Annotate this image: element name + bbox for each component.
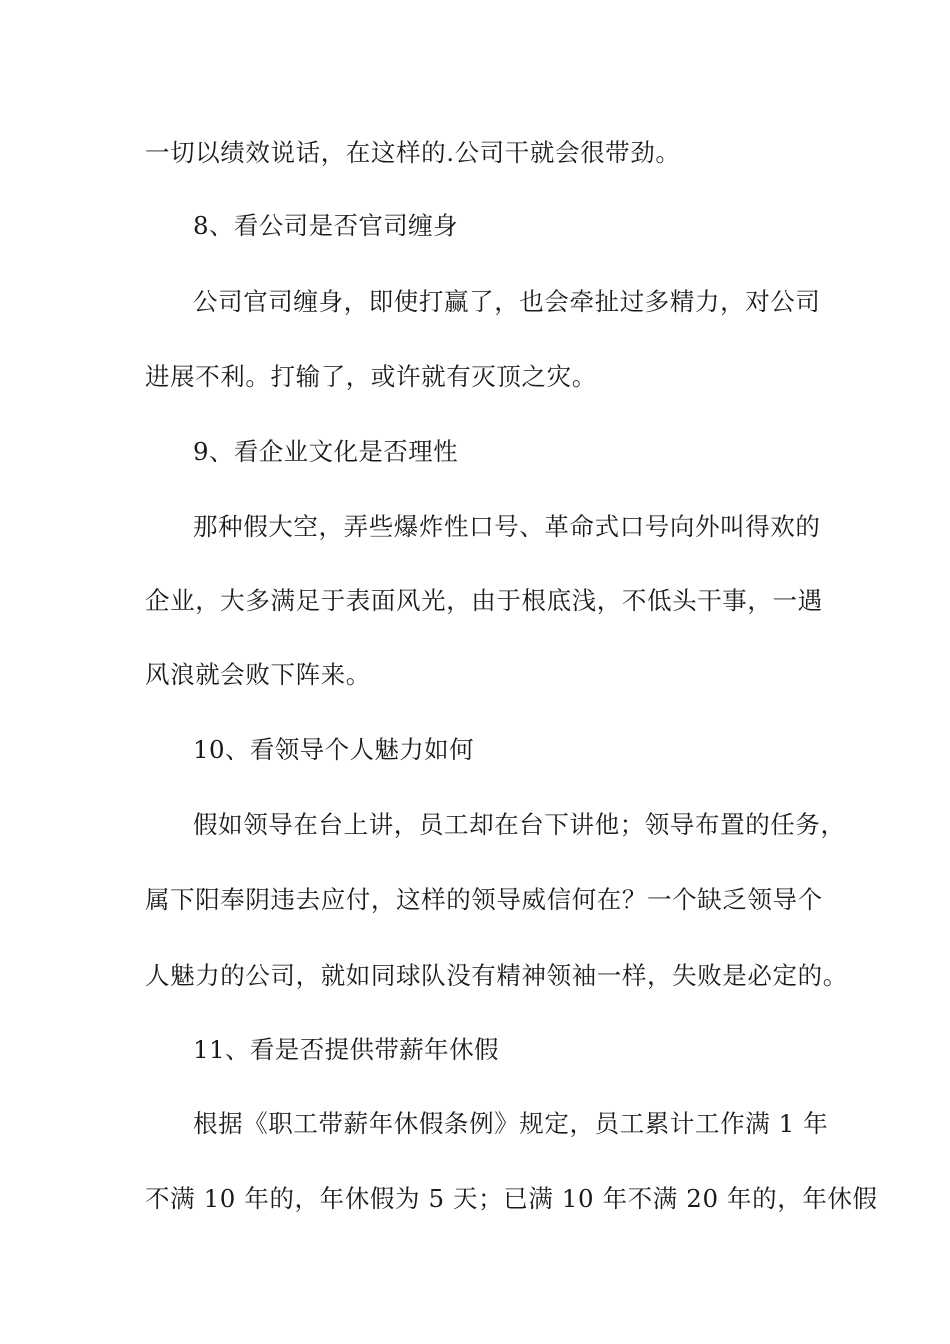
paragraph-line: 风浪就会败下阵来。 bbox=[145, 660, 371, 689]
paragraph-line: 根据《职工带薪年休假条例》规定，员工累计工作满 1 年 bbox=[193, 1109, 829, 1138]
paragraph-line: 人魅力的公司，就如同球队没有精神领袖一样，失败是必定的。 bbox=[145, 961, 848, 990]
paragraph-line: 进展不利。打输了，或许就有灭顶之灾。 bbox=[145, 362, 597, 391]
paragraph-line: 那种假大空，弄些爆炸性口号、革命式口号向外叫得欢的 bbox=[193, 512, 821, 541]
paragraph-line: 不满 10 年的，年休假为 5 天；已满 10 年不满 20 年的，年休假 bbox=[145, 1184, 878, 1213]
paragraph-line: 企业，大多满足于表面风光，由于根底浅，不低头干事，一遇 bbox=[145, 586, 823, 615]
section-heading-8: 8、看公司是否官司缠身 bbox=[193, 211, 458, 240]
section-heading-10: 10、看领导个人魅力如何 bbox=[193, 735, 474, 764]
paragraph-line: 假如领导在台上讲，员工却在台下讲他；领导布置的任务， bbox=[193, 810, 846, 839]
paragraph-line: 一切以绩效说话，在这样的.公司干就会很带劲。 bbox=[145, 138, 681, 167]
section-heading-9: 9、看企业文化是否理性 bbox=[193, 437, 458, 466]
section-heading-11: 11、看是否提供带薪年休假 bbox=[193, 1035, 499, 1064]
paragraph-line: 公司官司缠身，即使打赢了，也会牵扯过多精力，对公司 bbox=[193, 287, 821, 316]
paragraph-line: 属下阳奉阴违去应付，这样的领导威信何在？一个缺乏领导个 bbox=[145, 885, 823, 914]
